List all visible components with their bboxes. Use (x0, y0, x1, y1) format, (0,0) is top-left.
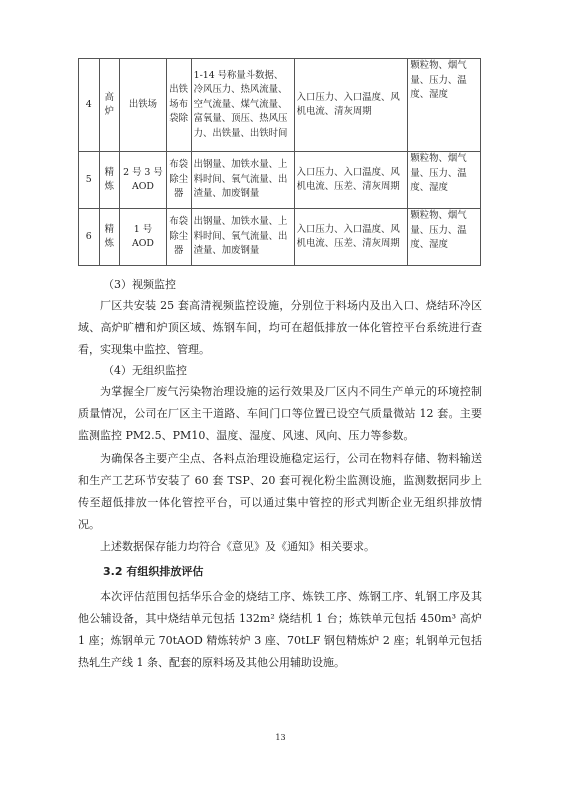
video-paragraph: 厂区共安装 25 套高清视频监控设施，分别位于料场内及出入口、烧结环冷区域、高炉旷槽和炉顶区域、炼钢车间，均可在超低排放一体化管控平台系统进行查看，实现集中监控、管理。 (78, 299, 482, 356)
unorganized-paragraph-3: 上述数据保存能力均符合《意见》及《通知》相关要求。 (100, 540, 375, 553)
process-cell: 精炼 (99, 152, 120, 209)
row-number: 6 (79, 209, 100, 266)
monitoring-table (78, 58, 481, 266)
section-title: 3.2 有组织排放评估 (103, 565, 204, 578)
process-cell: 高炉 (99, 59, 120, 152)
source-name-cell: 出铁场 (120, 59, 167, 152)
production-data-cell: 1-14 号称量斗数据、冷风压力、热风流量、空气流量、煤气流量、富氧量、顶压、热风压力、出铁量、出铁时间 (191, 59, 294, 152)
facility-monitor-cell: 入口压力、入口温度、风机电流、清灰周期 (294, 59, 408, 152)
pollutant-cell: 颗粒物、烟气量、压力、温度、湿度 (408, 209, 481, 266)
unorganized-paragraph-2: 为确保各主要产尘点、各料点治理设施稳定运行，公司在物料存储、物料输送和生产工艺环节安装了 60 套 TSP、20 套可视化粉尘监测设施，监测数据同步上传至超低排放一体化管控平台，可以通过集中管控的形式判断企业无组织排放情况。 (78, 452, 482, 531)
table-row (79, 152, 481, 209)
section-paragraph: 本次评估范围包括华乐合金的烧结工序、炼铁工序、炼钢工序、轧钢工序及其他公辅设备，其中烧结单元包括 132m² 烧结机 1 台；炼铁单元包括 450m³ 高炉 1 座；炼钢单元 70tAOD 精炼转炉 3 座、70tLF 钢包精炼炉 2 座；轧钢单元包括热轧生产线 1 条、配套的原料场及其他公用辅助设施。 (78, 590, 482, 669)
equipment-cell: 出铁场布袋除 (166, 59, 191, 152)
facility-monitor-cell: 入口压力、入口温度、风机电流、压差、清灰周期 (294, 209, 408, 266)
equipment-cell: 布袋除尘器 (166, 152, 191, 209)
table-row (79, 209, 481, 266)
video-heading: （3）视频监控 (103, 278, 176, 291)
unorganized-paragraph-1: 为掌握全厂废气污染物治理设施的运行效果及厂区内不同生产单元的环境控制质量情况，公司在厂区主干道路、车间门口等位置已设空气质量微站 12 套。主要监测监控 PM2.5、PM10、温度、湿度、风速、风向、压力等参数。 (78, 385, 482, 442)
unorganized-heading: （4）无组织监控 (103, 364, 187, 377)
row-number: 4 (79, 59, 100, 152)
source-name-cell: 2 号 3 号 AOD (120, 152, 167, 209)
row-number: 5 (79, 152, 100, 209)
facility-monitor-cell: 入口压力、入口温度、风机电流、压差、清灰周期 (294, 152, 408, 209)
table-row (79, 59, 481, 152)
source-name-cell: 1 号 AOD (120, 209, 167, 266)
production-data-cell: 出钢量、加铁水量、上料时间、氧气流量、出渣量、加废钢量 (191, 152, 294, 209)
page-number: 13 (275, 733, 286, 742)
pollutant-cell: 颗粒物、烟气量、压力、温度、湿度 (408, 59, 481, 152)
equipment-cell: 布袋除尘器 (166, 209, 191, 266)
production-data-cell: 出钢量、加铁水量、上料时间、氧气流量、出渣量、加废钢量 (191, 209, 294, 266)
process-cell: 精炼 (99, 209, 120, 266)
pollutant-cell: 颗粒物、烟气量、压力、温度、湿度 (408, 152, 481, 209)
